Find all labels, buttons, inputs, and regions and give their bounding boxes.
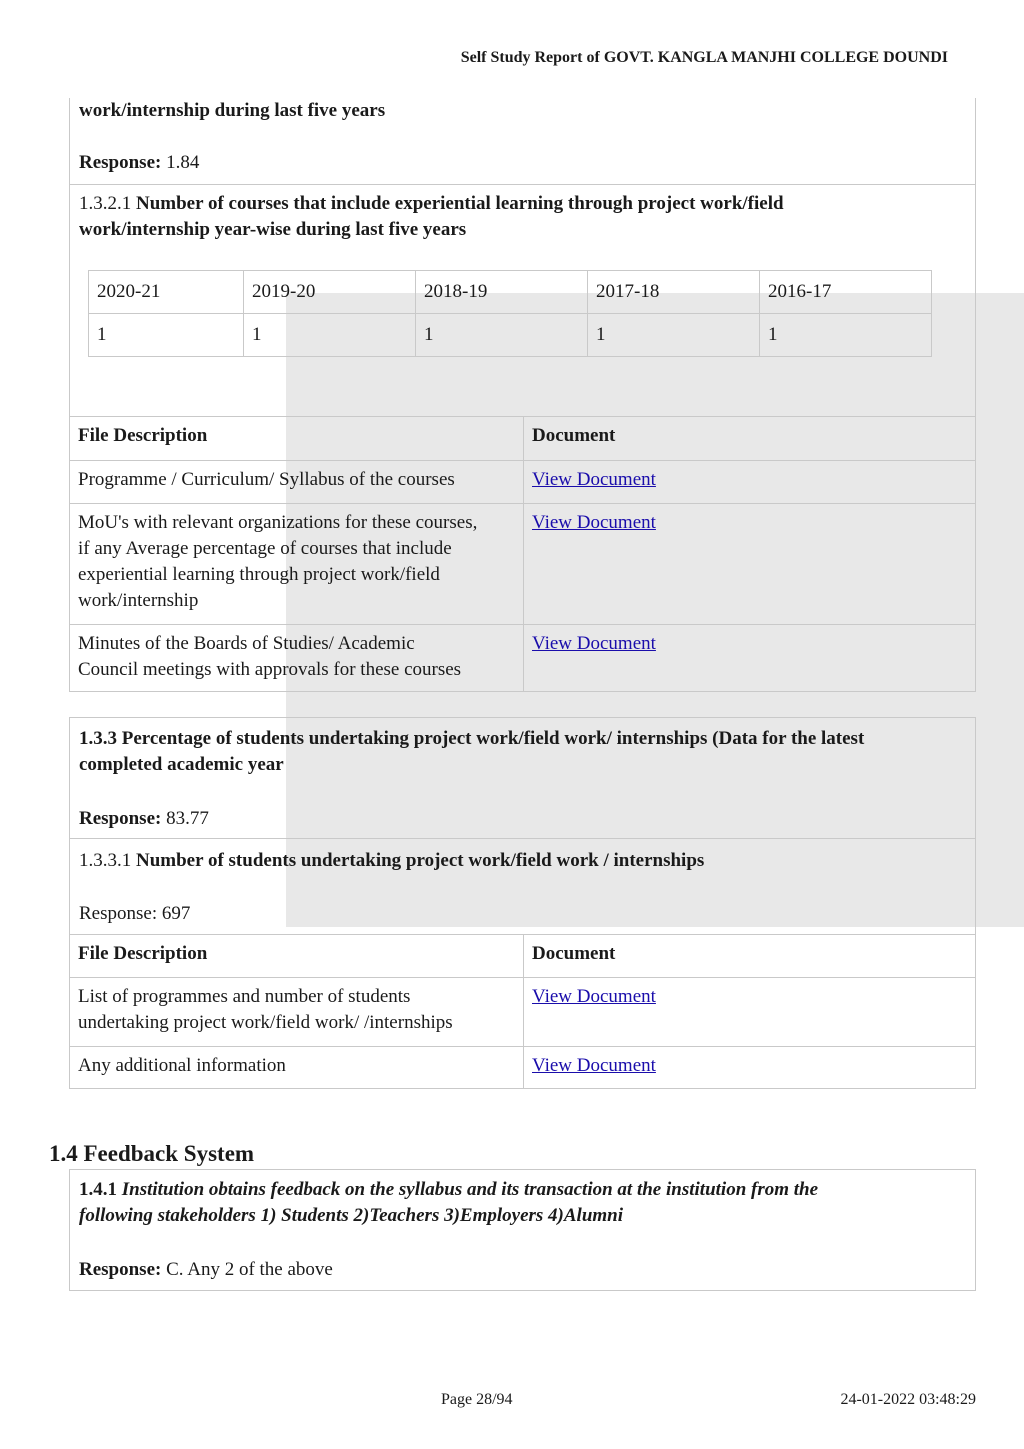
block-141-response: [79, 1257, 333, 1283]
response-value: 83.77: [166, 808, 209, 829]
table-row: [70, 460, 975, 503]
year-cell: 2016-17: [760, 271, 932, 314]
view-document-link[interactable]: View Document: [532, 633, 656, 654]
value-cell: 1: [89, 314, 244, 357]
block-132-metric-box: [69, 98, 976, 185]
response-value: 1.84: [166, 152, 200, 173]
description-line: List of programmes and number of students: [78, 986, 411, 1007]
document-cell: [523, 1047, 975, 1089]
sub-number: 1.3.2.1: [79, 193, 132, 214]
block-141-metric-box: [69, 1169, 976, 1291]
value-cell: 1: [760, 314, 932, 357]
sub-title-line2: work/internship year-wise during last five years: [79, 219, 467, 240]
block-132-title-tail: work/internship during last five years: [79, 100, 386, 121]
value-cell: 1: [588, 314, 760, 357]
file-description: [70, 1047, 523, 1089]
year-cell: 2019-20: [244, 271, 416, 314]
block-133-response: [79, 806, 209, 832]
year-cell: 2017-18: [588, 271, 760, 314]
file-table-header: [70, 417, 975, 460]
description-line: Programme / Curriculum/ Syllabus of the courses: [78, 469, 455, 490]
view-document-link[interactable]: View Document: [532, 986, 656, 1007]
metric-title-line2: completed academic year: [79, 754, 284, 775]
value-cell: 1: [244, 314, 416, 357]
value-cell: 1: [416, 314, 588, 357]
table-row-values: [89, 314, 932, 357]
block-1331-title: [79, 848, 704, 874]
timestamp: 24-01-2022 03:48:29: [840, 1391, 976, 1408]
table-row: [70, 977, 975, 1046]
block-132-response: [79, 150, 199, 176]
file-description: [70, 461, 523, 503]
description-line: experiential learning through project work/field: [78, 564, 440, 585]
sub-response: Response: 697: [79, 903, 191, 924]
metric-title-line1: Institution obtains feedback on the syllabus and its transaction at the institution from the: [121, 1179, 819, 1200]
description-line: work/internship: [78, 590, 199, 611]
block-133-title: [79, 726, 864, 752]
file-description: [70, 504, 523, 624]
document-cell: [523, 625, 975, 692]
document-cell: [523, 504, 975, 624]
table-row: [70, 624, 975, 692]
file-description: [70, 978, 523, 1046]
document-cell: [523, 978, 975, 1046]
description-line: Any additional information: [78, 1055, 286, 1076]
table-row: [70, 503, 975, 624]
description-line: Council meetings with approvals for these courses: [78, 659, 462, 680]
year-cell: 2018-19: [416, 271, 588, 314]
metric-title-line2: following stakeholders 1) Students 2)Teachers 3)Employers 4)Alumni: [79, 1205, 624, 1226]
sub-title-line1: Number of courses that include experiential learning through project work/field: [136, 193, 784, 214]
file-description-header: File Description: [78, 943, 208, 964]
document-header: Document: [523, 935, 975, 978]
description-line: Minutes of the Boards of Studies/ Academic: [78, 633, 415, 654]
file-table-133: [69, 934, 976, 1089]
block-133-metric-box: [69, 717, 976, 839]
block-141-title: [79, 1177, 818, 1203]
file-table-header: [70, 935, 975, 978]
response-label: Response:: [79, 808, 162, 829]
description-line: MoU's with relevant organizations for these courses,: [78, 512, 478, 533]
metric-number: 1.4.1: [79, 1179, 117, 1200]
view-document-link[interactable]: View Document: [532, 469, 656, 490]
yearwise-table: [88, 270, 932, 357]
response-label: Response:: [79, 152, 162, 173]
file-description: [70, 625, 523, 692]
document-cell: [523, 461, 975, 503]
year-cell: 2020-21: [89, 271, 244, 314]
page-header: Self Study Report of GOVT. KANGLA MANJHI COLLEGE DOUNDI: [460, 49, 948, 66]
sub-number: 1.3.3.1: [79, 850, 132, 871]
file-table-132: [69, 416, 976, 692]
view-document-link[interactable]: View Document: [532, 1055, 656, 1076]
document-header: Document: [523, 417, 975, 460]
block-1331-submetric-box: [69, 838, 976, 935]
page-number: Page 28/94: [441, 1391, 513, 1408]
response-label: Response:: [79, 1259, 162, 1280]
metric-number: 1.3.3: [79, 728, 117, 749]
section-title: 1.4 Feedback System: [49, 1141, 255, 1166]
table-row-years: [89, 271, 932, 314]
metric-title-line1: Percentage of students undertaking project work/field work/ internships (Data for the latest: [121, 728, 865, 749]
table-row: [70, 1046, 975, 1089]
sub-title: Number of students undertaking project work/field work / internships: [136, 850, 705, 871]
description-line: if any Average percentage of courses that include: [78, 538, 452, 559]
file-description-header: File Description: [78, 425, 208, 446]
view-document-link[interactable]: View Document: [532, 512, 656, 533]
response-value: C. Any 2 of the above: [166, 1259, 333, 1280]
block-1321-title: [79, 191, 784, 217]
description-line: undertaking project work/field work/ /internships: [78, 1012, 453, 1033]
